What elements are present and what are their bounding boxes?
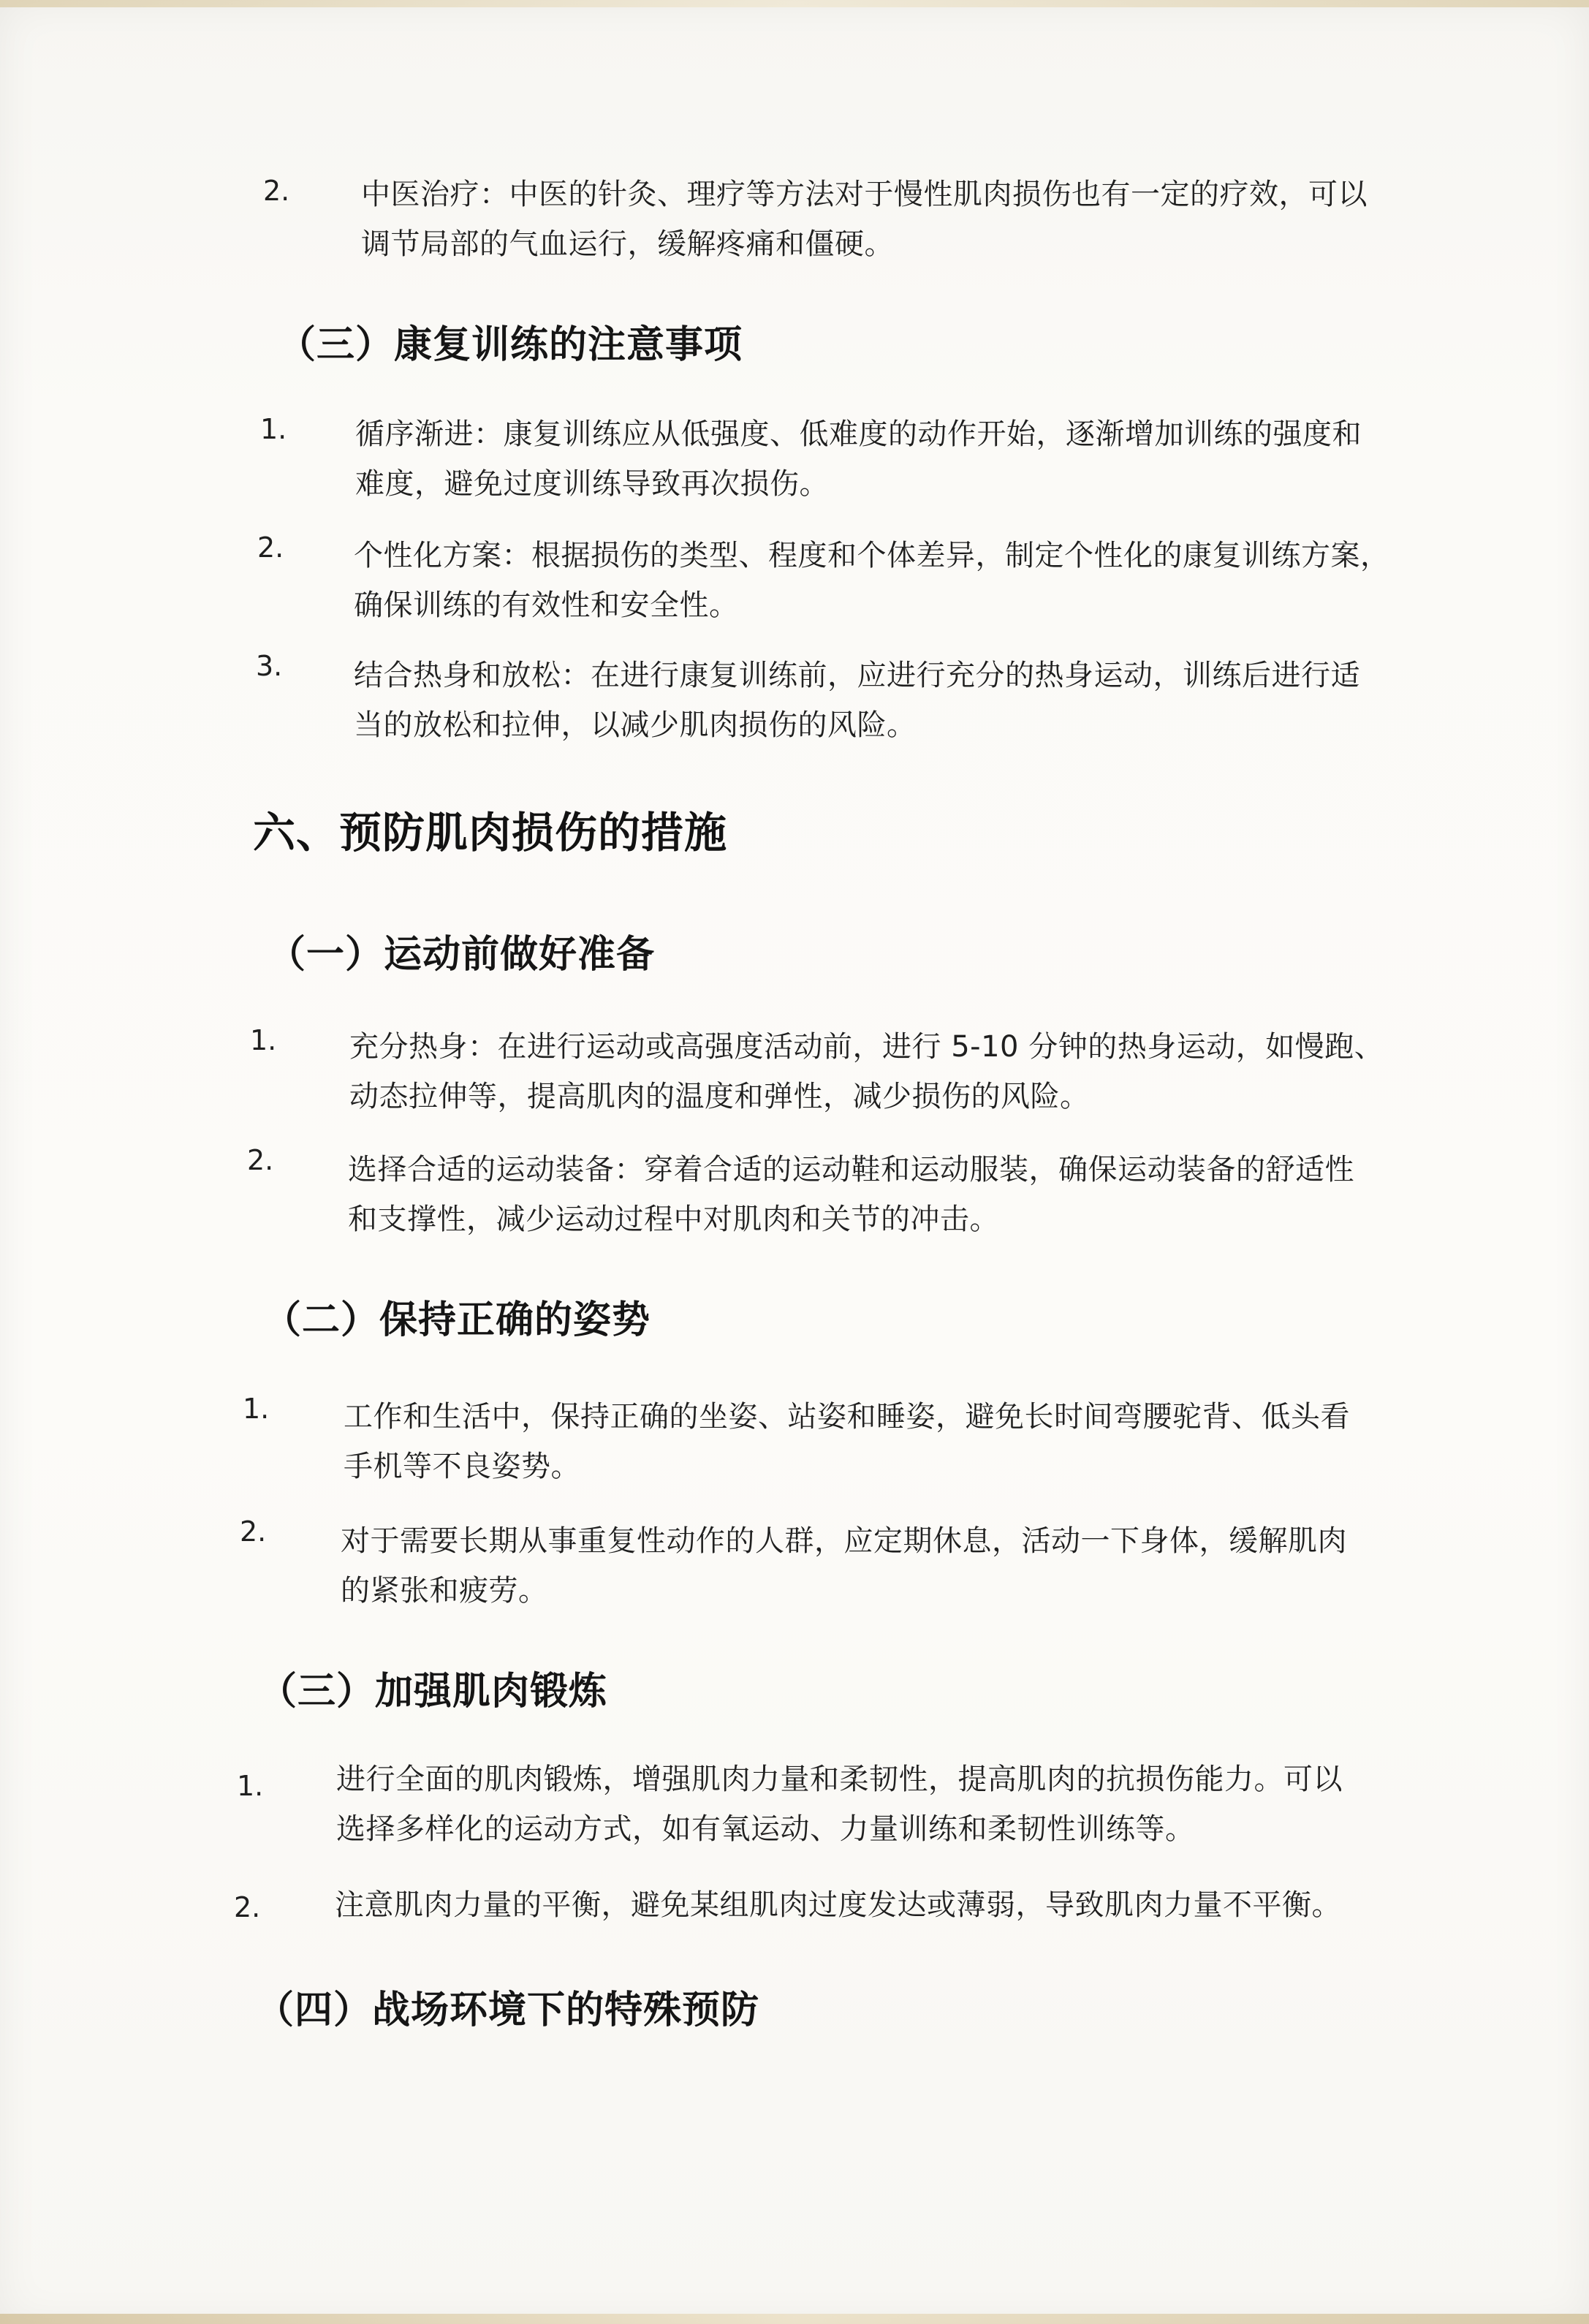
subsection-heading: （三）加强肌肉锻炼 [259,1670,608,1714]
subsection-heading: （一）运动前做好准备 [268,933,656,977]
subsection-heading: （二）保持正确的姿势 [263,1298,651,1342]
subsection-heading: （四）战场环境下的特殊预防 [256,1988,760,2032]
list-number: 2. [234,1891,261,1923]
list-number: 3. [256,650,283,682]
list-item-text [336,1755,1343,1854]
list-item-text [335,1880,1341,1930]
list-item-text [344,1392,1350,1491]
list-item-text [348,1145,1354,1244]
text-line: 充分热身：在进行运动或高强度活动前，进行 5-10 分钟的热身运动，如慢跑、 [349,1030,1384,1064]
text-line: 个性化方案：根据损伤的类型、程度和个体差异，制定个性化的康复训练方案， [354,539,1390,572]
list-item-text [361,170,1368,269]
list-item-text [355,409,1362,509]
text-line: 中医治疗：中医的针灸、理疗等方法对于慢性肌肉损伤也有一定的疗效，可以 [361,178,1368,211]
text-line: 动态拉伸等，提高肌肉的温度和弹性，减少损伤的风险。 [349,1080,1090,1113]
subsection-heading: （三）康复训练的注意事项 [278,323,743,367]
text-line: 选择多样化的运动方式，如有氧运动、力量训练和柔韧性训练等。 [336,1812,1195,1846]
text-line: 手机等不良姿势。 [344,1450,580,1483]
text-line: 的紧张和疲劳。 [341,1574,548,1608]
list-number: 2. [240,1515,267,1548]
text-line: 对于需要长期从事重复性动作的人群，应定期休息，活动一下身体，缓解肌肉 [341,1524,1347,1558]
list-item-text [354,531,1390,630]
list-number: 1. [250,1024,277,1056]
list-number: 2. [263,175,290,207]
list-item-text [341,1516,1347,1616]
list-number: 1. [260,413,287,445]
text-line: 结合热身和放松：在进行康复训练前，应进行充分的热身运动，训练后进行适 [354,659,1360,692]
text-line: 确保训练的有效性和安全性。 [354,588,739,622]
text-line: 注意肌肉力量的平衡，避免某组肌肉过度发达或薄弱，导致肌肉力量不平衡。 [335,1888,1341,1922]
page-top-edge [0,0,1589,7]
text-line: 工作和生活中，保持正确的坐姿、站姿和睡姿，避免长时间弯腰驼背、低头看 [344,1400,1350,1434]
list-number: 2. [247,1144,274,1176]
page-bottom-edge [0,2314,1589,2324]
text-line: 调节局部的气血运行，缓解疼痛和僵硬。 [361,227,894,261]
list-number: 1. [237,1770,264,1802]
text-line: 和支撑性，减少运动过程中对肌肉和关节的冲击。 [348,1203,999,1236]
list-number: 2. [257,531,284,564]
list-number: 1. [243,1393,270,1425]
text-line: 当的放松和拉伸，以减少肌肉损伤的风险。 [354,708,917,742]
text-line: 进行全面的肌肉锻炼，增强肌肉力量和柔韧性，提高肌肉的抗损伤能力。可以 [336,1763,1343,1796]
text-line: 难度，避免过度训练导致再次损伤。 [355,467,829,501]
section-heading: 六、预防肌肉损伤的措施 [253,808,728,858]
text-line: 选择合适的运动装备：穿着合适的运动鞋和运动服装，确保运动装备的舒适性 [348,1153,1354,1186]
list-item-text [354,651,1360,750]
text-line: 循序渐进：康复训练应从低强度、低难度的动作开始，逐渐增加训练的强度和 [355,417,1362,451]
list-item-text [349,1022,1384,1121]
